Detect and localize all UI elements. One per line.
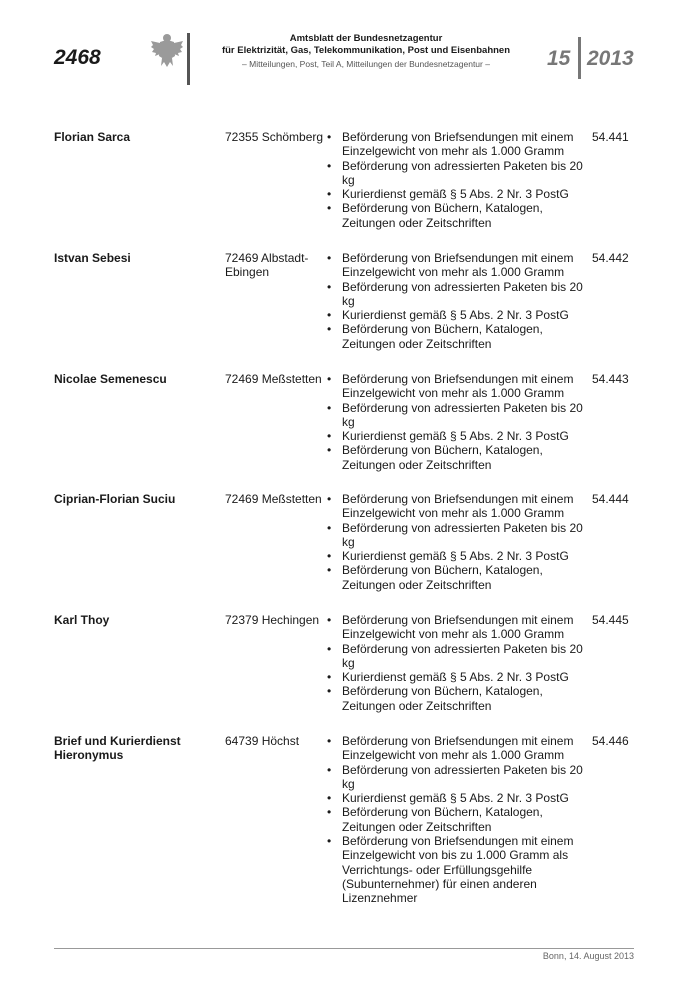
service-item: • Beförderung von adressierten Paketen bis 20 kg	[325, 280, 595, 309]
service-item: • Beförderung von Büchern, Katalogen, Zeitungen oder Zeitschriften	[325, 322, 595, 351]
service-item: • Beförderung von Briefsendungen mit einem Einzelgewicht von mehr als 1.000 Gramm	[325, 372, 595, 401]
licensee-name: Brief und Kurierdienst Hieronymus	[54, 734, 181, 763]
service-item: • Beförderung von adressierten Paketen bis 20 kg	[325, 642, 595, 671]
issue-number: 15	[547, 47, 571, 70]
footer-divider	[54, 948, 634, 949]
license-number: 54.445	[592, 613, 629, 627]
licensee-location: 72379 Hechingen	[225, 613, 320, 627]
service-item: • Kurierdienst gemäß § 5 Abs. 2 Nr. 3 PostG	[325, 791, 595, 805]
gazette-subtitle: – Mitteilungen, Post, Teil A, Mitteilungen der Bundesnetzagentur –	[242, 59, 490, 69]
service-list	[325, 372, 595, 472]
licensee-name: Ciprian-Florian Suciu	[54, 492, 176, 506]
licensee-location: 64739 Höchst	[225, 734, 300, 748]
federal-eagle-icon	[150, 32, 184, 68]
service-item: • Beförderung von Büchern, Katalogen, Zeitungen oder Zeitschriften	[325, 443, 595, 472]
service-item: • Beförderung von adressierten Paketen bis 20 kg	[325, 763, 595, 792]
license-number: 54.446	[592, 734, 629, 748]
service-item: • Beförderung von Büchern, Katalogen, Zeitungen oder Zeitschriften	[325, 201, 595, 230]
service-item: • Beförderung von Büchern, Katalogen, Zeitungen oder Zeitschriften	[325, 684, 595, 713]
service-item: • Kurierdienst gemäß § 5 Abs. 2 Nr. 3 PostG	[325, 187, 595, 201]
licensee-location: 72469 Meßstetten	[225, 492, 322, 506]
license-number: 54.443	[592, 372, 629, 386]
service-item: • Beförderung von adressierten Paketen bis 20 kg	[325, 401, 595, 430]
licensee-name: Istvan Sebesi	[54, 251, 131, 265]
license-number: 54.442	[592, 251, 629, 265]
service-item: • Kurierdienst gemäß § 5 Abs. 2 Nr. 3 PostG	[325, 549, 595, 563]
service-item: • Beförderung von Briefsendungen mit einem Einzelgewicht von mehr als 1.000 Gramm	[325, 251, 595, 280]
gazette-title-line1: Amtsblatt der Bundesnetzagentur	[289, 33, 443, 44]
issue-year: 2013	[587, 47, 634, 70]
licensee-location: 72469 Albstadt-Ebingen	[225, 251, 309, 280]
gazette-title-line2: für Elektrizität, Gas, Telekommunikation, Post und Eisenbahnen	[221, 45, 511, 56]
service-item: • Kurierdienst gemäß § 5 Abs. 2 Nr. 3 PostG	[325, 429, 595, 443]
service-item: • Beförderung von Briefsendungen mit einem Einzelgewicht von mehr als 1.000 Gramm	[325, 734, 595, 763]
service-list	[325, 613, 595, 713]
service-list	[325, 734, 595, 906]
service-item: • Beförderung von Büchern, Katalogen, Zeitungen oder Zeitschriften	[325, 563, 595, 592]
service-item: • Beförderung von Briefsendungen mit einem Einzelgewicht von mehr als 1.000 Gramm	[325, 492, 595, 521]
license-number: 54.444	[592, 492, 629, 506]
service-list	[325, 492, 595, 592]
service-item: • Beförderung von adressierten Paketen bis 20 kg	[325, 159, 595, 188]
service-item: • Beförderung von Büchern, Katalogen, Zeitungen oder Zeitschriften	[325, 805, 595, 834]
issue-divider	[578, 37, 581, 79]
page-number: 2468	[54, 46, 101, 69]
service-item: • Beförderung von Briefsendungen mit einem Einzelgewicht von mehr als 1.000 Gramm	[325, 613, 595, 642]
service-item: • Kurierdienst gemäß § 5 Abs. 2 Nr. 3 PostG	[325, 670, 595, 684]
licensee-name: Karl Thoy	[54, 613, 110, 627]
service-item: • Beförderung von Briefsendungen mit einem Einzelgewicht von bis zu 1.000 Gramm als Verrichtungs- oder Erfüllungsgehilfe (Subunternehmer) für einen anderen Lizenznehmer	[325, 834, 595, 905]
gazette-title	[196, 33, 536, 57]
service-list	[325, 130, 595, 230]
licensee-name: Nicolae Semenescu	[54, 372, 167, 386]
licensee-location: 72355 Schömberg	[225, 130, 324, 144]
footer-date: Bonn, 14. August 2013	[542, 951, 634, 961]
service-item: • Kurierdienst gemäß § 5 Abs. 2 Nr. 3 PostG	[325, 308, 595, 322]
license-number: 54.441	[592, 130, 629, 144]
licensee-name: Florian Sarca	[54, 130, 131, 144]
service-item: • Beförderung von adressierten Paketen bis 20 kg	[325, 521, 595, 550]
header-divider	[187, 33, 190, 85]
service-item: • Beförderung von Briefsendungen mit einem Einzelgewicht von mehr als 1.000 Gramm	[325, 130, 595, 159]
licensee-location: 72469 Meßstetten	[225, 372, 322, 386]
service-list	[325, 251, 595, 351]
